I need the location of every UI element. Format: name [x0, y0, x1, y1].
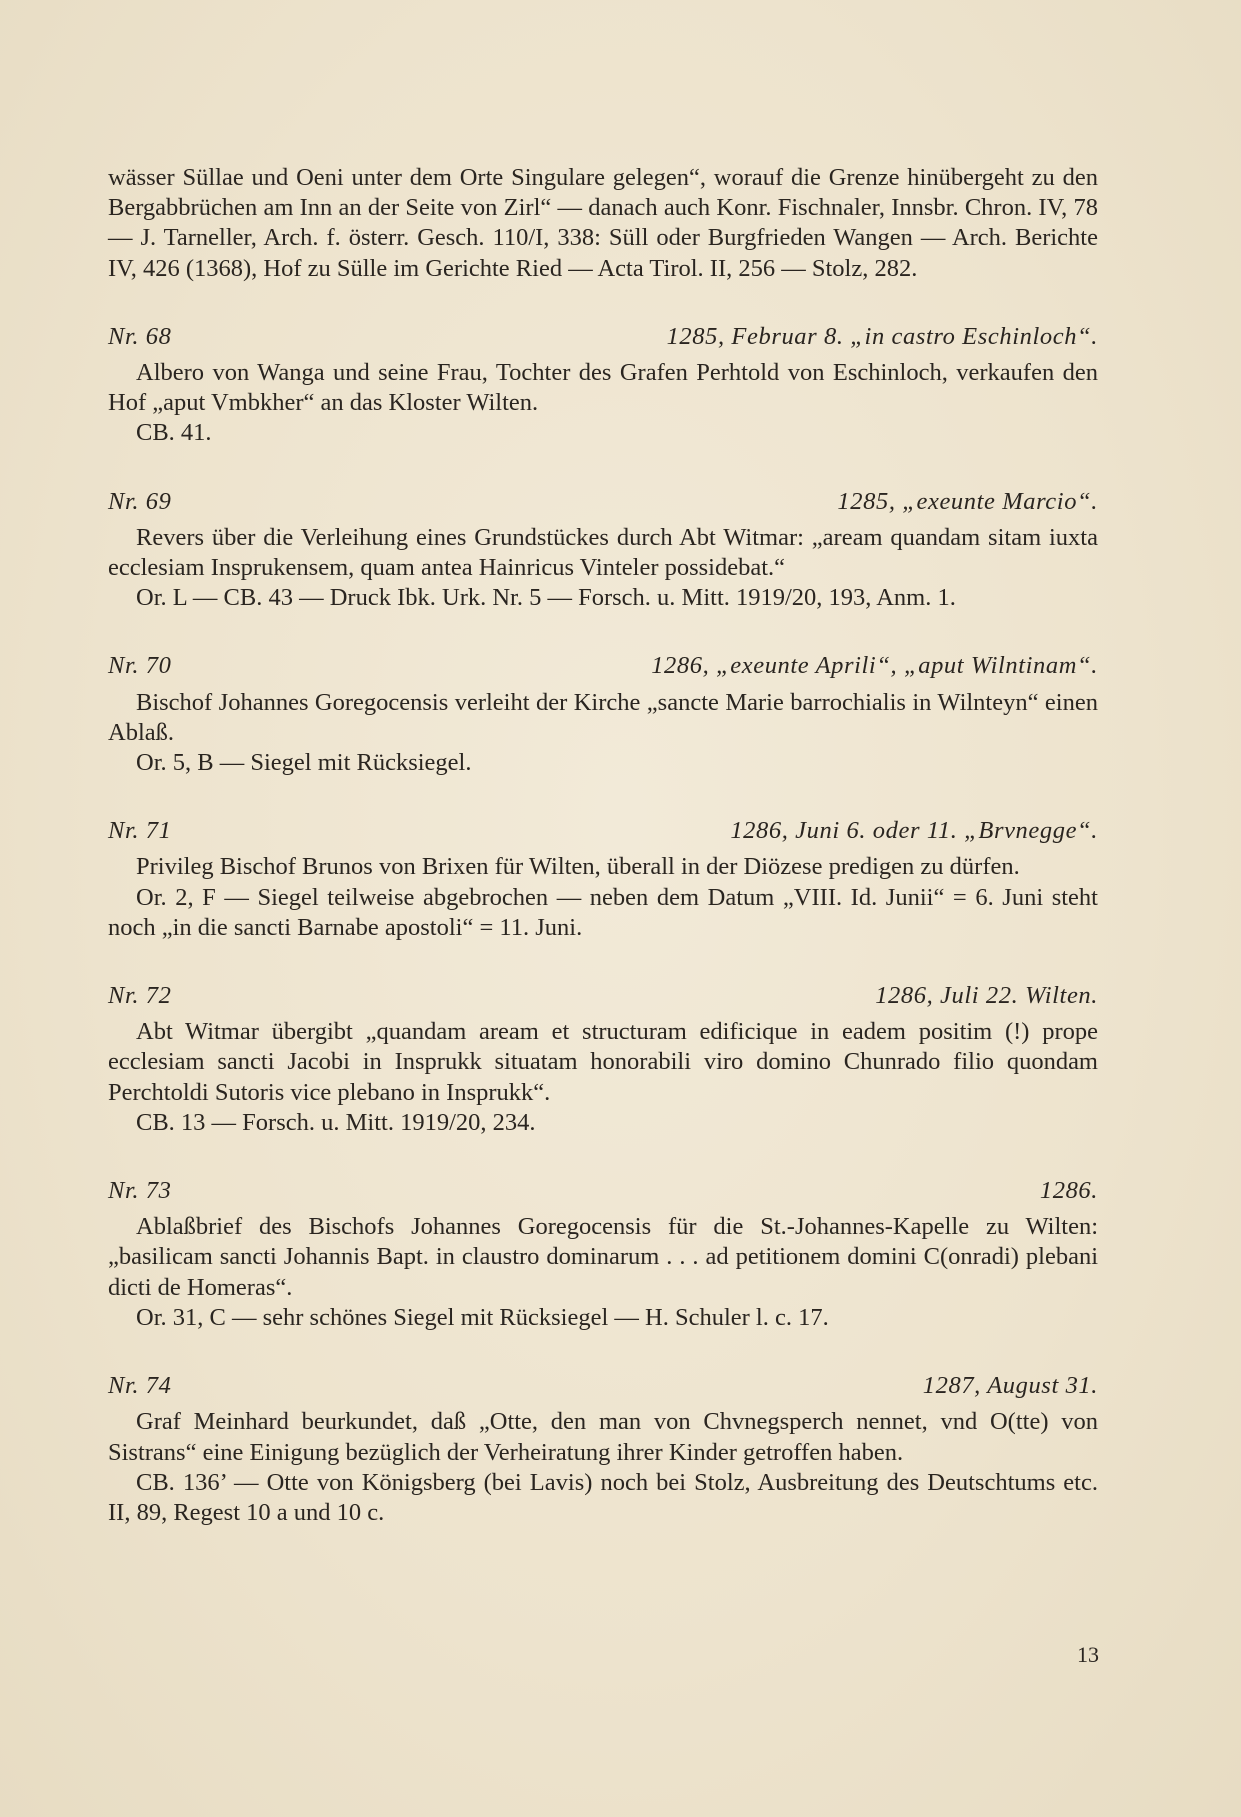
entry-source: Or. 5, B — Siegel mit Rücksiegel. — [136, 749, 472, 777]
entry-header — [108, 487, 1098, 517]
entry-header — [108, 981, 1098, 1011]
entry-header — [108, 816, 1098, 846]
entry-summary: Privileg Bischof Brunos von Brixen für Wilten, überall in der Diözese predigen zu dürfen. — [136, 853, 1020, 881]
page-number: 13 — [1077, 1642, 1099, 1667]
entry-summary: Abt Witmar übergibt „quandam aream et structuram edificique in eadem positim (!) prope ecclesiam sancti Jacobi in Insprukk situatam honorabili viro domino Chunrado filio quondam Perchtoldi Sutoris vice plebano in Insprukk“. — [108, 1018, 1098, 1106]
entry-date: 1286, Juni 6. oder 11. „Brvnegge“. — [730, 817, 1098, 845]
entry-summary: Graf Meinhard beurkundet, daß „Otte, den man von Chvnegsperch nennet, vnd O(tte) von Sistrans“ eine Einigung bezüglich der Verheiratung ihrer Kinder getroffen haben. — [108, 1408, 1098, 1466]
entry-date: 1285, „exeunte Marcio“. — [837, 487, 1098, 515]
entry-summary: Revers über die Verleihung eines Grundstückes durch Abt Witmar: „aream quandam sitam iuxta ecclesiam Insprukensem, quam antea Hainricus Vinteler possidebat.“ — [108, 523, 1098, 582]
entry-source: Or. L — CB. 43 — Druck Ibk. Urk. Nr. 5 — Forsch. u. Mitt. 1919/20, 193, Anm. 1. — [136, 584, 956, 612]
entry-header — [108, 1371, 1098, 1401]
entry-number: Nr. 72 — [108, 982, 172, 1010]
entry-summary: Bischof Johannes Goregocensis verleiht der Kirche „sancte Marie barrochialis in Wilnteyn“ einen Ablaß. — [108, 688, 1098, 746]
entry-summary: Ablaßbrief des Bischofs Johannes Goregocensis für die St.-Johannes-Kapelle zu Wilten: „basilicam sancti Johannis Bapt. in claustro dominarum . . . ad petitionem domini C(onradi) plebani dicti de Homeras“. — [108, 1213, 1098, 1301]
entry-source: Or. 31, C — sehr schönes Siegel mit Rücksiegel — H. Schuler l. c. 17. — [136, 1303, 829, 1331]
entry-source: CB. 13 — Forsch. u. Mitt. 1919/20, 234. — [136, 1108, 536, 1136]
entry-date: 1286, „exeunte Aprili“, „aput Wilntinam“. — [651, 652, 1098, 680]
entry-date: 1285, Februar 8. „in castro Eschinloch“. — [666, 322, 1098, 350]
entry-source: CB. 136’ — Otte von Königsberg (bei Lavis) noch bei Stolz, Ausbreitung des Deutschtums etc. II, 89, Regest 10 a und 10 c. — [108, 1468, 1098, 1526]
entry-71 — [108, 816, 1098, 943]
entry-73 — [108, 1176, 1098, 1333]
entry-header — [108, 322, 1098, 352]
entry-74 — [108, 1371, 1098, 1528]
entry-source: CB. 41. — [136, 419, 212, 447]
entry-70 — [108, 651, 1098, 778]
entry-68 — [108, 322, 1098, 449]
entry-number: Nr. 68 — [108, 322, 172, 350]
entry-header — [108, 651, 1098, 681]
entry-date: 1287, August 31. — [922, 1372, 1098, 1400]
entry-72 — [108, 981, 1098, 1138]
entry-number: Nr. 74 — [108, 1372, 172, 1400]
entry-69 — [108, 487, 1098, 614]
entry-number: Nr. 69 — [108, 487, 172, 515]
entry-header — [108, 1176, 1098, 1206]
entry-date: 1286, Juli 22. Wilten. — [875, 982, 1098, 1010]
entry-number: Nr. 73 — [108, 1177, 172, 1205]
page-body — [108, 163, 1098, 1528]
entry-number: Nr. 71 — [108, 817, 172, 845]
entry-source: Or. 2, F — Siegel teilweise abgebrochen — neben dem Datum „VIII. Id. Junii“ = 6. Juni steht noch „in die sancti Barnabe apostoli“ = 11. Juni. — [108, 883, 1098, 941]
entry-number: Nr. 70 — [108, 652, 172, 680]
entry-date: 1286. — [1039, 1177, 1098, 1205]
entry-summary: Albero von Wanga und seine Frau, Tochter des Grafen Perhtold von Eschinloch, verkaufen den Hof „aput Vmbkher“ an das Kloster Wilten. — [108, 359, 1098, 417]
intro-paragraph: wässer Süllae und Oeni unter dem Orte Singulare gelegen“, worauf die Grenze hinübergeht zu den Bergabbrüchen am Inn an der Seite von Zirl“ — danach auch Konr. Fischnaler, Innsbr. Chron. IV, 78 — J. Tarneller, Arch. f. österr. Gesch. 110/I, 338: Süll oder Burgfrieden Wangen — Arch. Berichte IV, 426 (1368), Hof zu Sülle im Gerichte Ried — Acta Tirol. II, 256 — Stolz, 282. — [108, 164, 1098, 282]
